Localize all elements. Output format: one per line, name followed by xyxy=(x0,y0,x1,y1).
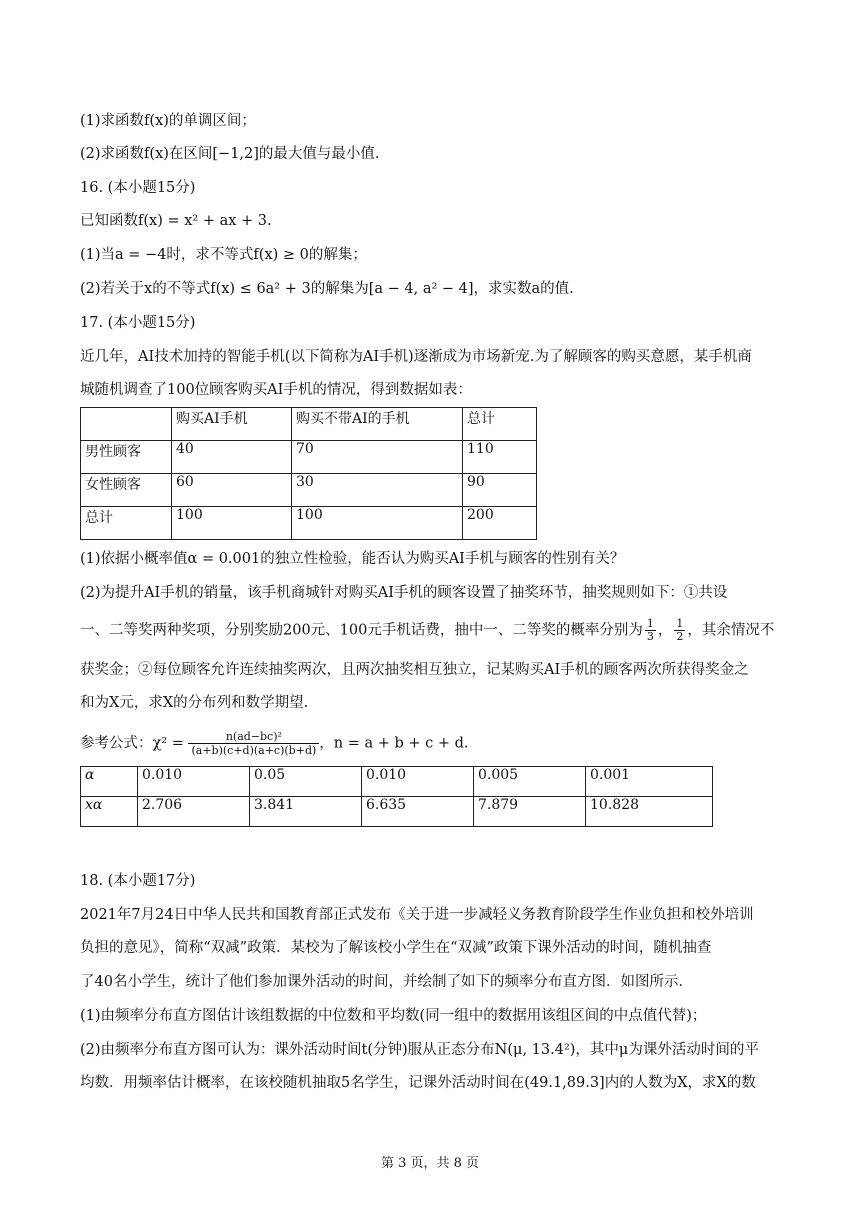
survey-table-cell: 女性顾客 xyxy=(81,474,172,507)
q18-header: 18. (本小题17分) xyxy=(80,873,196,889)
critical-value-row-x xyxy=(81,797,713,827)
q17-part2-line2-text: 一、二等奖两种奖项，分别奖励200元、100元手机话费，抽中一、二等奖的概率分别为 xyxy=(80,622,643,639)
survey-table-header-row xyxy=(81,408,537,441)
q18-part2-line2: 均数．用频率估计概率，在该校随机抽取5名学生，记课外活动时间在(49.1,89.3]内的人数为X，求X的数 xyxy=(80,1075,756,1091)
critical-value-cell: 0.001 xyxy=(586,767,713,797)
q17-part1: (1)依据小概率值α = 0.001的独立性检验，能否认为购买AI手机与顾客的性别有关？ xyxy=(80,551,625,567)
formula-suffix: ，n = a + b + c + d. xyxy=(319,735,469,752)
q17-part2-line3: 获奖金；②每位顾客允许连续抽奖两次，且两次抽奖相互独立，记某购买AI手机的顾客两次所获得奖金之 xyxy=(80,662,749,678)
q17-stem-line2: 城随机调查了100位顾客购买AI手机的情况，得到数据如表： xyxy=(80,382,472,398)
critical-value-cell: 0.010 xyxy=(362,767,474,797)
fraction-separator: ， xyxy=(657,622,673,639)
critical-value-cell: 7.879 xyxy=(474,797,586,827)
critical-value-cell: xα xyxy=(81,797,138,827)
formula-fraction: $\frac{\text{n(ad−bc)²}}{(a+b)(c+d)(a+c)(b+d)}$ xyxy=(188,730,319,757)
q18-stem-line3: 了40名小学生，统计了他们参加课外活动的时间，并绘制了如下的频率分布直方图．如图所示． xyxy=(80,974,693,990)
survey-table-cell: 男性顾客 xyxy=(81,441,172,474)
survey-table-cell: 总计 xyxy=(463,408,537,441)
survey-table-cell: 100 xyxy=(172,507,292,540)
formula-prefix: 参考公式：χ² = xyxy=(80,735,184,752)
q17-part2-line4: 和为X元，求X的分布列和数学期望. xyxy=(80,695,309,711)
survey-table-cell: 200 xyxy=(463,507,537,540)
critical-value-cell: 6.635 xyxy=(362,797,474,827)
q15-part1: (1)求函数f(x)的单调区间； xyxy=(80,113,256,129)
chi-square-formula xyxy=(80,730,469,757)
survey-table-cell: 购买不带AI的手机 xyxy=(292,408,463,441)
critical-value-cell: 3.841 xyxy=(250,797,362,827)
critical-value-table xyxy=(80,766,713,827)
q18-stem-line1: 2021年7月24日中华人民共和国教育部正式发布《关于进一步减轻义务教育阶段学生作业负担和校外培训 xyxy=(80,907,754,923)
survey-table-cell: 60 xyxy=(172,474,292,507)
survey-table-cell: 90 xyxy=(463,474,537,507)
fraction-one-third: $\frac{1}{3}$ xyxy=(646,617,654,643)
survey-table-row xyxy=(81,474,537,507)
critical-value-cell: 0.005 xyxy=(474,767,586,797)
survey-table-cell: 购买AI手机 xyxy=(172,408,292,441)
q17-part2-line1: (2)为提升AI手机的销量，该手机商城针对购买AI手机的顾客设置了抽奖环节，抽奖规则如下：①共设 xyxy=(80,585,728,601)
survey-table-cell xyxy=(81,408,172,441)
q15-part2: (2)求函数f(x)在区间[−1,2]的最大值与最小值. xyxy=(80,146,380,162)
survey-table-row xyxy=(81,441,537,474)
critical-value-cell: 10.828 xyxy=(586,797,713,827)
survey-table-cell: 70 xyxy=(292,441,463,474)
survey-table-cell: 110 xyxy=(463,441,537,474)
critical-value-row-alpha xyxy=(81,767,713,797)
q16-part2: (2)若关于x的不等式f(x) ≤ 6a² + 3的解集为[a − 4, a² − 4]，求实数a的值. xyxy=(80,281,574,297)
q18-part2-line1: (2)由频率分布直方图可认为：课外活动时间t(分钟)服从正态分布N(μ, 13.4²)，其中μ为课外活动时间的平 xyxy=(80,1042,759,1058)
fraction-one-half: $\frac{1}{2}$ xyxy=(676,617,684,643)
survey-table-cell: 总计 xyxy=(81,507,172,540)
q17-part2-line2-tail: ，其余情况不 xyxy=(687,622,775,639)
q18-part1: (1)由频率分布直方图估计该组数据的中位数和平均数(同一组中的数据用该组区间的中点值代替)； xyxy=(80,1008,707,1024)
q16-stem: 已知函数f(x) = x² + ax + 3. xyxy=(80,213,272,229)
q18-stem-line2: 负担的意见》，简称“双减”政策．某校为了解该校小学生在“双减”政策下课外活动的时间，随机抽查 xyxy=(80,940,712,956)
q16-part1: (1)当a = −4时，求不等式f(x) ≥ 0的解集； xyxy=(80,247,367,263)
critical-value-cell: 0.010 xyxy=(138,767,250,797)
page-footer: 第 3 页，共 8 页 xyxy=(380,1156,480,1171)
q17-stem-line1: 近几年，AI技术加持的智能手机(以下简称为AI手机)逐渐成为市场新宠.为了解顾客的购买意愿，某手机商 xyxy=(80,349,752,365)
q17-header: 17. (本小题15分) xyxy=(80,315,196,331)
survey-table-row xyxy=(81,507,537,540)
critical-value-cell: 2.706 xyxy=(138,797,250,827)
q16-header: 16. (本小题15分) xyxy=(80,180,196,196)
critical-value-cell: 0.05 xyxy=(250,767,362,797)
survey-table-cell: 30 xyxy=(292,474,463,507)
survey-table-cell: 100 xyxy=(292,507,463,540)
survey-table xyxy=(80,407,537,540)
critical-value-cell: α xyxy=(81,767,138,797)
q17-part2-line2 xyxy=(80,618,774,643)
survey-table-cell: 40 xyxy=(172,441,292,474)
